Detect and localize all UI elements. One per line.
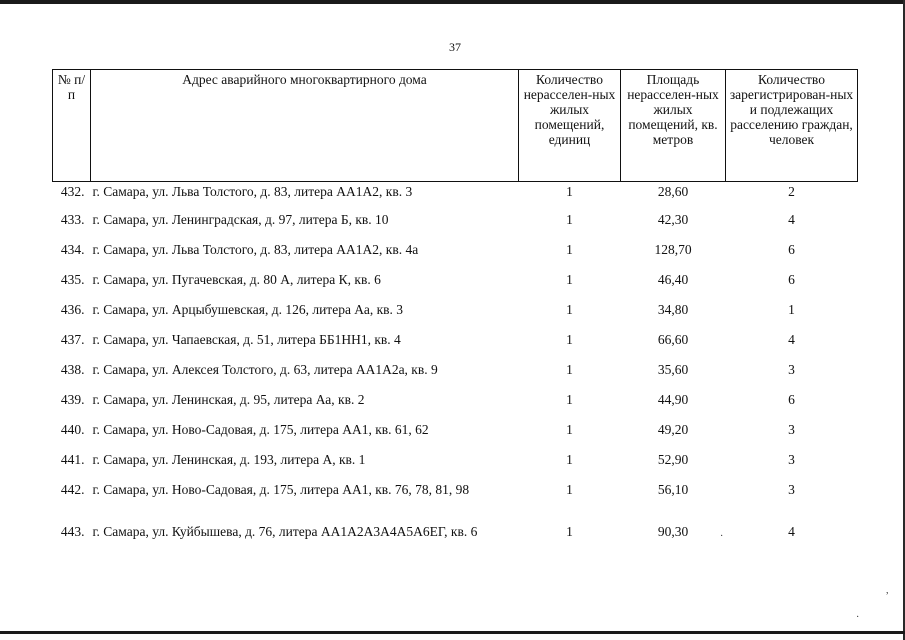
table-row bbox=[53, 302, 858, 332]
table-row bbox=[53, 182, 858, 212]
row-units: 1 bbox=[566, 271, 573, 287]
row-num: 436. bbox=[60, 301, 85, 317]
row-units: 1 bbox=[566, 331, 573, 347]
header-units: Количество нерасселен-ных жилых помещений, единиц bbox=[519, 70, 621, 182]
row-people: 2 bbox=[788, 184, 795, 199]
row-num: 434. bbox=[60, 241, 85, 257]
emergency-housing-table bbox=[52, 69, 858, 566]
row-area: 46,40 bbox=[657, 271, 689, 287]
table-row bbox=[53, 362, 858, 392]
row-people: 6 bbox=[788, 271, 795, 287]
row-address: г. Самара, ул. Ново-Садовая, д. 175, литера АА1, кв. 76, 78, 81, 98 bbox=[92, 481, 470, 497]
row-num: 432. bbox=[60, 184, 85, 199]
row-area: 52,90 bbox=[657, 451, 689, 467]
table-row bbox=[53, 452, 858, 482]
table-row bbox=[53, 272, 858, 302]
scan-speck: , bbox=[886, 585, 889, 596]
header-address: Адрес аварийного многоквартирного дома bbox=[91, 70, 519, 182]
row-num: 442. bbox=[60, 481, 85, 497]
row-address: г. Самара, ул. Куйбышева, д. 76, литера АА1А2А3А4А5А6ЕГ, кв. 6 bbox=[92, 523, 478, 539]
row-address: г. Самара, ул. Ново-Садовая, д. 175, литера АА1, кв. 61, 62 bbox=[92, 421, 429, 437]
row-address: г. Самара, ул. Ленинградская, д. 97, литера Б, кв. 10 bbox=[92, 211, 389, 227]
row-units: 1 bbox=[566, 451, 573, 467]
row-area: 35,60 bbox=[657, 361, 689, 377]
table-row bbox=[53, 392, 858, 422]
table-row bbox=[53, 524, 858, 566]
row-num: 443. bbox=[60, 523, 85, 539]
row-num: 440. bbox=[60, 421, 85, 437]
row-units: 1 bbox=[566, 211, 573, 227]
row-units: 1 bbox=[566, 523, 573, 539]
row-area: 66,60 bbox=[657, 331, 689, 347]
row-units: 1 bbox=[566, 421, 573, 437]
row-people: 4 bbox=[788, 331, 795, 347]
row-num: 435. bbox=[60, 271, 85, 287]
row-units: 1 bbox=[566, 301, 573, 317]
row-address: г. Самара, ул. Льва Толстого, д. 83, литера АА1А2, кв. 3 bbox=[92, 184, 413, 199]
scan-bottom-edge bbox=[0, 631, 905, 634]
row-area: 28,60 bbox=[657, 184, 689, 199]
row-area: 56,10 bbox=[657, 481, 689, 497]
table-row bbox=[53, 212, 858, 242]
header-area: Площадь нерасселен-ных жилых помещений, кв. метров bbox=[621, 70, 726, 182]
row-people: 4 bbox=[788, 211, 795, 227]
row-address: г. Самара, ул. Алексея Толстого, д. 63, литера АА1А2а, кв. 9 bbox=[92, 361, 438, 377]
row-area: 90,30 bbox=[657, 523, 689, 539]
row-num: 441. bbox=[60, 451, 85, 467]
row-units: 1 bbox=[566, 241, 573, 257]
row-area: 42,30 bbox=[657, 211, 689, 227]
row-people: 6 bbox=[788, 391, 795, 407]
row-address: г. Самара, ул. Ленинская, д. 95, литера Аа, кв. 2 bbox=[92, 391, 365, 407]
header-people: Количество зарегистрирован-ных и подлежащих расселению граждан, человек bbox=[726, 70, 858, 182]
header-num: № п/п bbox=[53, 70, 91, 182]
table-row bbox=[53, 332, 858, 362]
scan-top-edge bbox=[0, 0, 905, 4]
row-area: 44,90 bbox=[657, 391, 689, 407]
row-units: 1 bbox=[566, 481, 573, 497]
row-people: 6 bbox=[788, 241, 795, 257]
page-number: 37 bbox=[449, 40, 461, 54]
row-address: г. Самара, ул. Ленинская, д. 193, литера А, кв. 1 bbox=[92, 451, 366, 467]
row-area: 49,20 bbox=[657, 421, 689, 437]
row-units: 1 bbox=[566, 184, 573, 199]
row-units: 1 bbox=[566, 361, 573, 377]
row-people: 3 bbox=[788, 481, 795, 497]
row-people: 3 bbox=[788, 361, 795, 377]
row-units: 1 bbox=[566, 391, 573, 407]
row-address: г. Самара, ул. Арцыбушевская, д. 126, литера Аа, кв. 3 bbox=[92, 301, 404, 317]
row-address: г. Самара, ул. Льва Толстого, д. 83, литера АА1А2, кв. 4а bbox=[92, 241, 419, 257]
row-people: 3 bbox=[788, 451, 795, 467]
table-header-row bbox=[53, 70, 858, 182]
row-num: 437. bbox=[60, 331, 85, 347]
row-num: 433. bbox=[60, 211, 85, 227]
table-row bbox=[53, 242, 858, 272]
row-area: 128,70 bbox=[654, 241, 692, 257]
scan-speck: · bbox=[720, 531, 724, 542]
row-num: 439. bbox=[60, 391, 85, 407]
row-people: 3 bbox=[788, 421, 795, 437]
scan-speck: · bbox=[856, 612, 860, 623]
row-people: 4 bbox=[788, 523, 795, 539]
table-row bbox=[53, 422, 858, 452]
row-area: 34,80 bbox=[657, 301, 689, 317]
row-address: г. Самара, ул. Пугачевская, д. 80 А, литера К, кв. 6 bbox=[92, 271, 381, 287]
table-row bbox=[53, 482, 858, 524]
row-people: 1 bbox=[788, 301, 795, 317]
row-num: 438. bbox=[60, 361, 85, 377]
row-address: г. Самара, ул. Чапаевская, д. 51, литера ББ1НН1, кв. 4 bbox=[92, 331, 401, 347]
